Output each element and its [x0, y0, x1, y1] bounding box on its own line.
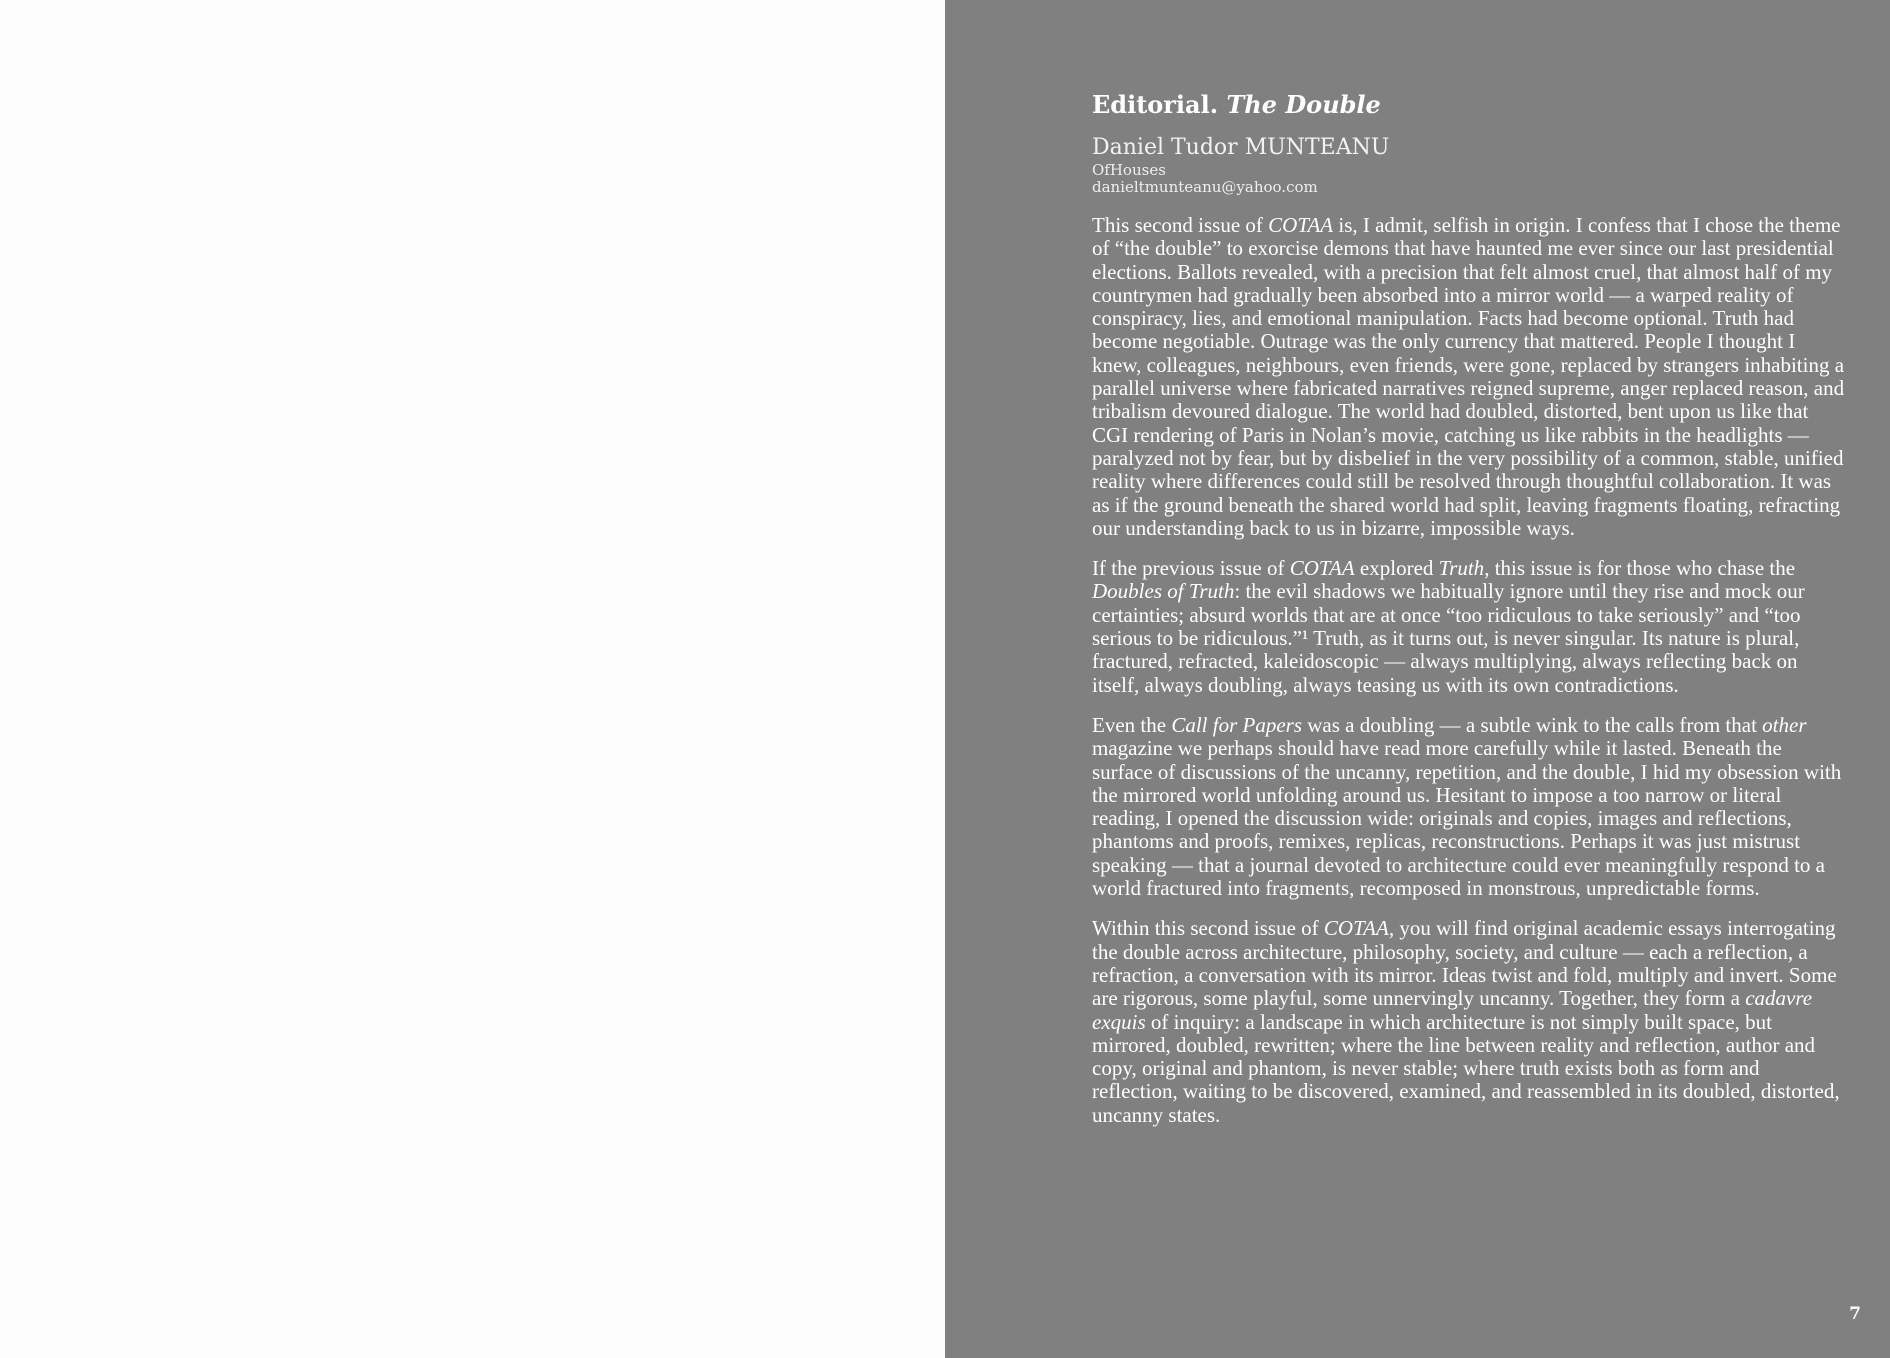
editorial-title [1092, 90, 1847, 120]
text-run: Within this second issue of [1092, 916, 1324, 941]
text-run: is, I admit, selfish in origin. I confess that I chose the theme of “the double” to exorcise demons that have haunted me ever since our last presidential elections. Ballots revealed, with a precision that felt almost cruel, that almost half of my countrymen had gradually been absorbed into a mirror world — a warped reality of conspiracy, lies, and emotional manipulation. Facts had become optional. Truth had become negotiable. Outrage was the only currency that mattered. People I thought I knew, colleagues, neighbours, even friends, were gone, replaced by strangers inhabiting a parallel universe where fabricated narratives reigned supreme, anger replaced reason, and tribalism devoured dialogue. The world had doubled, distorted, bent upon us like that CGI rendering of Paris in Nolan’s movie, catching us like rabbits in the headlights — paralyzed not by fear, but by disbelief in the very possibility of a common, stable, unified reality where differences could still be resolved through thoughtful collaboration. It was as if the ground beneath the shared world had split, leaving fragments floating, refracting our understanding back to us in bizarre, impossible ways. [1092, 213, 1845, 540]
italic-run: Doubles of Truth [1092, 579, 1235, 604]
paragraph-4 [1092, 917, 1847, 1127]
paragraph-1 [1092, 214, 1847, 540]
text-run: Even the [1092, 712, 1172, 737]
italic-run: Truth [1438, 556, 1485, 581]
text-run: , this issue is for those who chase the [1484, 556, 1796, 581]
italic-run: COTAA [1289, 556, 1355, 581]
text-run: , you will find original academic essays interrogating the double across architecture, philosophy, society, and culture — each a reflection, a refraction, a conversation with its mirror. Ideas twist and fold, multiply and invert. Some are rigorous, some playful, some unnervingly uncanny. Together, they form a [1092, 916, 1837, 1011]
text-run: of inquiry: a landscape in which architecture is not simply built space, but mirrored, doubled, rewritten; where the line between reality and reflection, author and copy, original and phantom, is never stable; where truth exists both as form and reflection, waiting to be discovered, examined, and reassembled in its doubled, distorted, uncanny states. [1092, 1009, 1840, 1127]
paragraph-2 [1092, 557, 1847, 697]
editorial-body [1092, 214, 1847, 1127]
italic-run: other [1762, 712, 1807, 737]
text-run: explored [1354, 556, 1439, 581]
title-prefix: Editorial. [1092, 90, 1219, 119]
text-run: This second issue of [1092, 213, 1269, 237]
paragraph-3 [1092, 714, 1847, 900]
title-italic: The Double [1226, 90, 1381, 119]
author-affiliation: OfHouses [1092, 161, 1166, 179]
italic-run: COTAA [1268, 213, 1334, 237]
editorial-content [1092, 90, 1847, 1144]
italic-run: COTAA [1323, 916, 1389, 941]
italic-run: cadavre exquis [1092, 986, 1813, 1034]
text-run: If the previous issue of [1092, 556, 1290, 581]
right-page [945, 0, 1890, 1358]
text-run: magazine we perhaps should have read more carefully while it lasted. Beneath the surface of discussions of the uncanny, repetition, and the double, I hid my obsession with the mirrored world unfolding around us. Hesitant to impose a too narrow or literal reading, I opened the discussion wide: originals and copies, images and reflections, phantoms and proofs, remixes, replicas, reconstructions. Perhaps it was just mistrust speaking — that a journal devoted to architecture could ever meaningfully respond to a world fractured into fragments, recomposed in monstrous, unpredictable forms. [1092, 736, 1842, 901]
author-name: Daniel Tudor MUNTEANU [1092, 135, 1390, 160]
text-run: : the evil shadows we habitually ignore until they rise and mock our certainties; absurd worlds that are at once “too ridiculous to take seriously” and “too serious to be ridiculous.”¹ Truth, as it turns out, is never singular. Its nature is plural, fractured, refracted, kaleidoscopic — always multiplying, always reflecting back on itself, always doubling, always teasing us with its own contradictions. [1092, 579, 1805, 697]
page-number: 7 [1849, 1304, 1861, 1324]
author-email: danieltmunteanu@yahoo.com [1092, 178, 1318, 196]
italic-run: Call for Papers [1171, 712, 1302, 737]
text-run: was a doubling — a subtle wink to the calls from that [1302, 712, 1763, 737]
